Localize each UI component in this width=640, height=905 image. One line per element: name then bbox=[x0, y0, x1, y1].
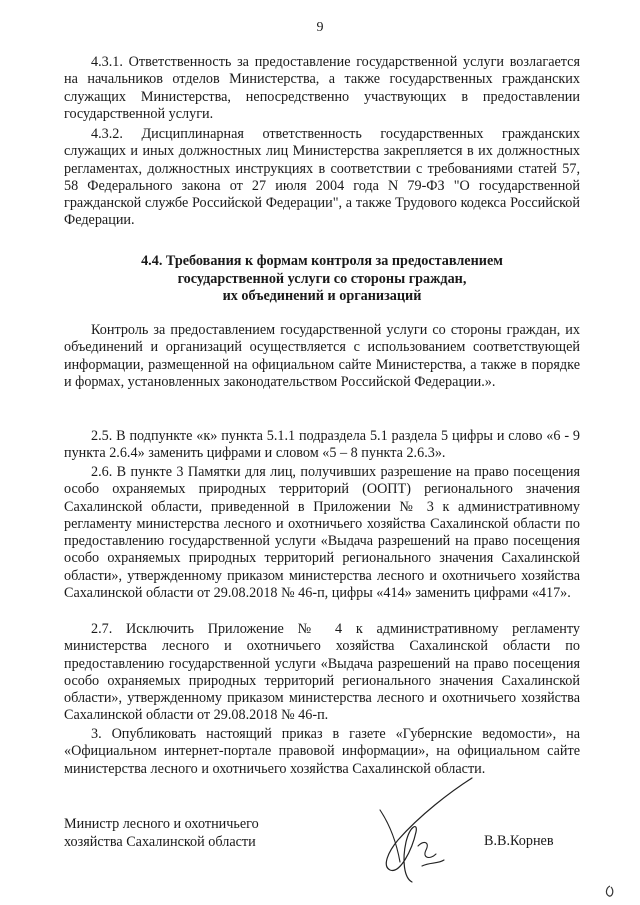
corner-mark bbox=[604, 884, 616, 902]
paragraph-4-3-1: 4.3.1. Ответственность за предоставление государственной услуги возлагается на начальников отделов Министерства, а также государственных гражданских служащих Министерства, непосредственно участвующих в предоставлении государственной услуги. bbox=[64, 54, 580, 122]
paragraph-3: 3. Опубликовать настоящий приказ в газете «Губернские ведомости», на «Официальном интернет-портале правовой информации», на официальном сайте министерства лесного и охотничьего хозяйства Сахалинской области. bbox=[64, 726, 580, 777]
paragraph-2-5: 2.5. В подпункте «к» пункта 5.1.1 подраздела 5.1 раздела 5 цифры и слово «6 - 9 пункта 2.6.4» заменить цифрами и словом «5 – 8 пункта 2.6.3». bbox=[64, 428, 580, 462]
heading-line-1: 4.4. Требования к формам контроля за предоставлением bbox=[141, 253, 503, 269]
signatory-position-line-2: хозяйства Сахалинской области bbox=[64, 833, 256, 850]
paragraph-4-3-2: 4.3.2. Дисциплинарная ответственность государственных гражданских служащих и иных должностных лиц Министерства закрепляется в их должностных регламентах, должностных инструкциях в соответствии с требованиями статей 57, 58 Федерального закона от 27 июля 2004 года N 79-ФЗ "О государственной гражданской службе Российской Федерации", а также Трудового кодекса Российской Федерации. bbox=[64, 126, 580, 229]
signatory-position-line-1: Министр лесного и охотничьего bbox=[64, 816, 259, 832]
page-number: 9 bbox=[316, 20, 324, 35]
signatory-name: В.В.Корнев bbox=[484, 833, 554, 849]
paragraph-2-7: 2.7. Исключить Приложение № 4 к административному регламенту министерства лесного и охотничьего хозяйства Сахалинской области по предоставлению государственной услуги «Выдача разрешений на право посещения особо охраняемых природных территорий регионального значения Сахалинской области», утвержденному приказом министерства лесного и охотничьего хозяйства Сахалинской области от 29.08.2018 № 46-п. bbox=[64, 621, 580, 724]
paragraph-2-6: 2.6. В пункте 3 Памятки для лиц, получивших разрешение на право посещения особо охраняемых природных территорий (ООПТ) регионального значения Сахалинской области, приведенной в Приложении № 3 к административному регламенту министерства лесного и охотничьего хозяйства Сахалинской области по предоставлению государственной услуги «Выдача разрешений на право посещения особо охраняемых природных территорий регионального значения Сахалинской области», утвержденному приказом министерства лесного и охотничьего хозяйства Сахалинской области от 29.08.2018 № 46-п, цифры «414» заменить цифрами «417». bbox=[64, 464, 580, 602]
paragraph-control: Контроль за предоставлением государственной услуги со стороны граждан, их объединений и организаций осуществляется с использованием соответствующей информации, размещенной на официальном сайте Министерства, а также в порядке и формах, установленных законодательством Российской Федерации.». bbox=[64, 322, 580, 390]
section-heading-4-4 bbox=[64, 253, 580, 306]
heading-line-3: их объединений и организаций bbox=[222, 288, 422, 304]
handwritten-signature bbox=[360, 770, 490, 890]
signatory-position bbox=[64, 816, 259, 851]
heading-line-2: государственной услуги со стороны граждан, bbox=[177, 270, 467, 287]
